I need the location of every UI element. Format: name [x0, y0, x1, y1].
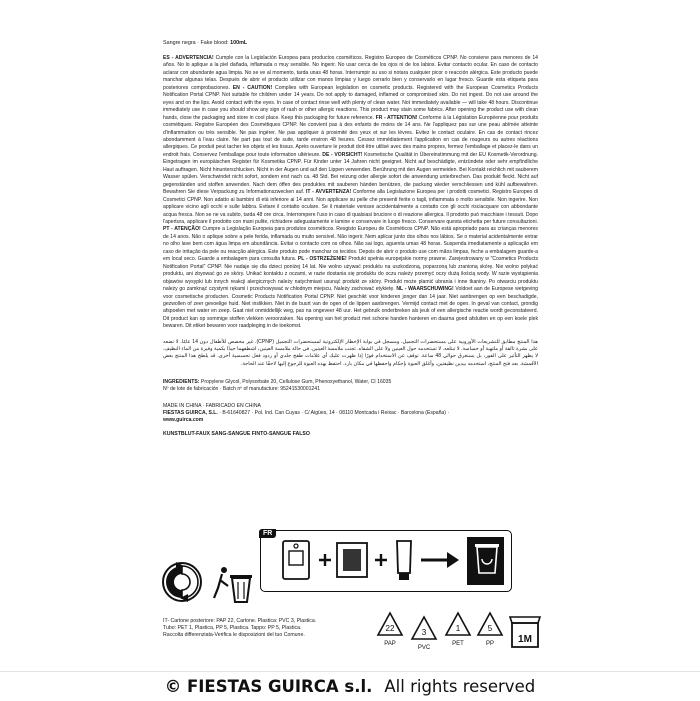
arrow-right-icon	[421, 552, 459, 568]
code-number: 3	[421, 628, 427, 637]
material-codes	[376, 611, 541, 651]
ingredients-block	[163, 379, 538, 394]
code-number: 22	[385, 624, 395, 633]
code-number: 5	[487, 624, 493, 633]
label-document	[163, 40, 538, 437]
ingredients-line	[163, 379, 538, 386]
warning-fr-text: Conforme à la Législation Européenne pour produits cosmétiques. Registre Européen des Cosmétiques CPNP. Ne convient pas à des enfants de moins de 14 ans. Ne l'appliquez pas sur une peau abîmée atteinte d'inflammation ou très sensible. Ne pas ingérer. Ne pas appliquer à proximité des yeux et sur les lèvres. Evitez le contact oculaire. En cas de contact rincez abondamment à l'eau claire. Ne part pas tout de suite, tarde environ 48 heures. Cessez immédiatement l'application en cas de rougeurs ou autres réactions allergiques. Ce produit peut tacher les objets et les tissus. Après ouverture le produit doit être utilisé avec des mains propres, fermez l'emballage et placez-le dans un endroit frais. Conservez l'emballage pour toute information ultérieure.	[163, 114, 539, 158]
plus-icon	[319, 554, 331, 566]
batch-number: Nº de lote de fabricación · Batch nº of manufacture: 95241530001241	[163, 386, 320, 393]
title-volume: 100mL	[230, 40, 248, 46]
warning-pt-text: Cumpre a Legislação Europeia para produtos cosméticos. Resgisto Europeu de Cosméticos CPNP. Não está apropriado para as crianças menores de 14 anos. Não o aplique sobre a pele ferida, inflamada ou muito sensível. Não ingerir. Nem aplicar junto dos olhos nos lábios. Se o material acidentalmente entrar no olho lave bem com água limpa em abundância. Evitar o contacto com os olhos. Não sai logo, aguenta umas 48 horas. Suspenda imediatamente a aplicação em caso de irritação da pele ou reacção alérgica. Este produto pode manchar os tecidos. Depois de abrir o produto use com mãos limpas, feche a embalagem guarde-a em local seco. Guarde a embalagem para consulta futura.	[163, 226, 538, 263]
warning-de-label: DE - VORSICHT!	[322, 151, 363, 158]
warning-fr-label: FR - ATTENTION!	[375, 114, 418, 121]
warning-en-text: Complies with European legislation on cosmetic products. Registered with the European Cosmetics Products Notification Portal CPNP. Not suitable for children under 14 years. Do not apply to damaged, inflamed or compromised skin. Do not ingest. Do not use around the eyes and on the lips. Avoid contact with the eyes. In case of contact rinse well with plenty of clean water. Not immediately available — will take 48 hours. Discontinue immediately use in case you should show any sign of rash or other allergic reactions. This product may stain some fabrics. After opening the product use with clean hands, close the packaging and store in cool place. Keep this packaging for future reference.	[163, 84, 538, 121]
card-backing-icon	[283, 541, 309, 579]
copyright-rights: All rights reserved	[384, 677, 536, 696]
warning-pl-text: Produkt spełnia europejskie normy prawne. Zarejestrowany w "Cosmetics Products Notification Portal" CPNP. Nie nadaje się dla dzieci poniżej 14 lat. Nie wolno używać produktu na uszkodzoną, poparzoną lub zranioną skórę. Nie wolno połykać produktu, ani zbyować go ze skóry. Unikać kontaktu z oczami, w razie dostania się produktu do oczu należy przemyć oczy dużą ilością wody. W razie wystąpienia objawów wysypki lub innych reakcji alergicznych należy natychmiast usunąć produkt ze skóry. Produkt może plamić ubrania i inne tkaniny. Po otwarciu produktu należy go zamknąć czystymi rękami i przechowywać w chłodnym miejscu. Należy zachować etykietę.	[163, 256, 538, 293]
recycling-line: IT- Cartone posteriore: PAP 22, Cartone. Plastica: PVC 3, Plastica.	[163, 618, 317, 624]
code-label: PET	[452, 641, 464, 647]
recycle-code-pap-icon	[378, 613, 402, 647]
website-link: www.guirca.com	[163, 417, 204, 424]
website	[163, 417, 538, 424]
recycling-info	[163, 618, 373, 638]
manufacturer-address-rest: · B-61640827 · Pol. Ind. Can Cuyas · C/ Aigües, 14 · 08110 Montcada i Reixac · Barcelona (España) ·	[217, 409, 450, 416]
title-prefix: Sangre negra · Fake blood:	[163, 40, 231, 46]
warning-it-text: Conforme alla Legislazione Europea per i prodotti cosmetici. Registro Europeo di Cosmetici CPNP. Non adatto ai bambini di età inferiore ai 14 anni. Non applicare su pelle che presenti ferite o tagli, infiammata o molto sensibile. Non ingerire. Non applicare vicino agli occhi e sulle labbra. Evitare il contatto oculare. Se il materiale venisse accidentalmente a contatto con gli occhi risciacquare con abbondante acqua fresca. Non se ne va subito, tarda 48 ore circa. Interrompere l'uso in caso di qualsiasi bruciore o di reazione allergica. Il prodotto può macchiare i tessuti. Dopo l'apertura, applicare il prodotto con mani pulite, richiudere adeguatamente e lamine e conservare in luogo fresco. Conservare questa etichetta per future consultazioni.	[163, 189, 538, 225]
warning-it-label: IT - AVVERTENZA!	[305, 189, 352, 196]
pao-label: 1M	[518, 634, 532, 645]
fr-sorting-box	[260, 530, 512, 592]
code-label: PAP	[384, 641, 396, 647]
pao-jar-icon	[510, 617, 540, 647]
manufacturer-block	[163, 403, 538, 425]
warning-nl-text: Voldoet aan de Europese wetgeving voor cosmetische producten. Cosmetic Products Notification Portal CPNP. Niet geschikt voor kinderen jonger dan 14 jaar. Niet aanbrengen op een beschadigde, gezwollen of zeer gevoelige huid. Niet inslikken. Niet in de buurt van de ogen of de lippen aanbrengen. Vermijd contact met de ogen. In geval van contact, grondig afspoelen met water en zeep. Gaat niet onmiddellijk weg, pas na ongeveer 48 uur. Het gebruik onderbreken als jeuk of een allergische reactie wordt geconstateerd. Dit product kan op sommige stoffen vlekken veroorzaken. Na opening van het product met schone handen hanteren en daarna goed afsluiten en op een koele plek bewaren. Dit etiket bewaren voor raadpleging in de toekomst.	[163, 286, 539, 330]
bin-person-icon	[214, 567, 252, 602]
ingredients-text: Propylene Glycol, Polysorbate 20, Cellulose Gum, Phenoxyethanol, Water, CI 16035	[199, 378, 392, 385]
warning-pt-label: PT - ATENÇÃO!	[163, 226, 201, 233]
warning-nl-label: NL - WAARSCHUWING!	[396, 286, 454, 293]
recycling-line: Raccolta differenziata-Verifica le disposizioni del tuo Comune.	[163, 631, 305, 638]
blister-icon	[337, 543, 367, 577]
warning-de-text: Kosmetische Qualität in Übereinstimmung mit der EU Kosmetik-Verordnung. Eingetragen im europäischen Register für Kosmetika CPNP. Für Kinder unter 14 Jahren nicht geeignet. Nicht auf beschädigte, entzündete oder sehr empfindliche Haut auftragen. Nicht hinunterschlucken. Nicht in der Augen und auf den Lippen verwenden. Berührung mit den Augen vermeiden. Bei Kontakt reichlich mit sauberem Wasser spülen. Verschwindet nicht sofort, sondern erst nach ca. 48 Std. Bei reizung oder allergie sofort die anwendung unterbrechen. Das produkt fleckt. Nicht auf gegenständen und stoffen anwenden. Nach dem öffen des produktes mit sauberen händen benützen, die packung wieder verschliessen und kühl aufbewahren. Bewahren Sie diese Verpackung zu Informationszwecken auf.	[163, 151, 538, 196]
green-dot-icon	[163, 562, 201, 602]
manufacturer-name: FIESTAS GUIRCA, S.L.	[163, 409, 218, 416]
warning-ar-text: هذا المنتج مطابق للتشريعات الأوروبية على مستحضرات التجميل، ومسجل في بوابة الإخطار الإلكترونية لمستحضرات التجميل (CPNP). غير مخصص للأطفال دون 14 عامًا. لا تضعه على بشرة تالفة أو ملتهبة أو حساسة. لا تبتلعه. لا تستخدمه حول العينين ولا على الشفاه. تجنب ملامسة العينين. في حالة ملامسة العينين، اشطفهما جيدًا بكمية وفيرة من الماء النظيف. لا يظهر التأثير على الفور، بل يستغرق حوالي 48 ساعة. توقف عن الاستخدام فورًا إذا ظهرت عليك أي علامات طفح جلدي أو ردود فعل تحسسية أخرى. قد يلطخ هذا المنتج بعض الأقمشة. بعد فتح المنتج، استخدمه بيدين نظيفتين، وأغلق العبوة بإحكام واحفظها في مكان بارد. احتفظ بهذه العبوة للرجوع إليها لاحقًا عند الحاجة.	[163, 338, 538, 367]
recycling-symbols	[162, 560, 262, 608]
warning-es-label: ES - ADVERTENCIA!	[163, 55, 214, 61]
fr-tag: FR	[259, 529, 276, 538]
code-number: 1	[455, 624, 461, 633]
recycle-code-pet-icon	[446, 613, 470, 647]
fake-blood-line: KUNSTBLUT-FAUX SANG-SANGUE FINTO-SANGUE FALSO	[163, 431, 310, 438]
ingredients-label: INGREDIENTS:	[163, 378, 200, 385]
warning-pl-label: PL - OSTRZEŻENIE!	[297, 256, 347, 263]
recycling-line: Tubo: PET 1, Plastica, PP 5, Plastica. Tappo: PP 5, Plastica.	[163, 624, 302, 631]
plus-icon-2	[375, 554, 387, 566]
recycle-code-pp-icon	[478, 613, 502, 647]
copyright-company: © FIESTAS GUIRCA s.l.	[164, 677, 373, 696]
code-label: PP	[485, 641, 495, 647]
tube-icon	[397, 541, 411, 580]
recycle-code-pvc-icon	[412, 617, 436, 651]
warning-en-label: EN - CAUTION!	[232, 84, 273, 91]
manufacturer-address	[163, 410, 538, 417]
fr-sorting-icons	[279, 537, 504, 585]
made-in: MADE IN CHINA · FABRICADO EN CHINA	[163, 402, 261, 409]
warning-es-text: Cumple con la Legislación Europea para productos cosméticos. Registro Europeo de Cosméticos CPNP. No conviene para menores de 14 años. No lo aplique a la piel dañada, inflamada o muy sensible. No ingerir. No usar cerca de los ojos ni de los labios. Evitar contacto ocular. En caso de contacto aclarar con abundante agua limpia. No se ve al momento, tarda unas 48 horas. Interrumpir su uso si notara cualquier picor o reacción alérgica. Este producto puede manchar algunas telas. Después de abrir el producto utilizar con manos limpias y luego cerrarlo bien y conservarlo en lugar fresco. Guarde esta etiqueta para posteriores comprobaciones.	[163, 55, 538, 91]
warnings-block	[163, 55, 538, 331]
sorting-bin-icon	[467, 537, 504, 585]
product-title	[163, 40, 538, 46]
code-label: PVC	[417, 645, 431, 651]
copyright-footer	[0, 671, 700, 701]
